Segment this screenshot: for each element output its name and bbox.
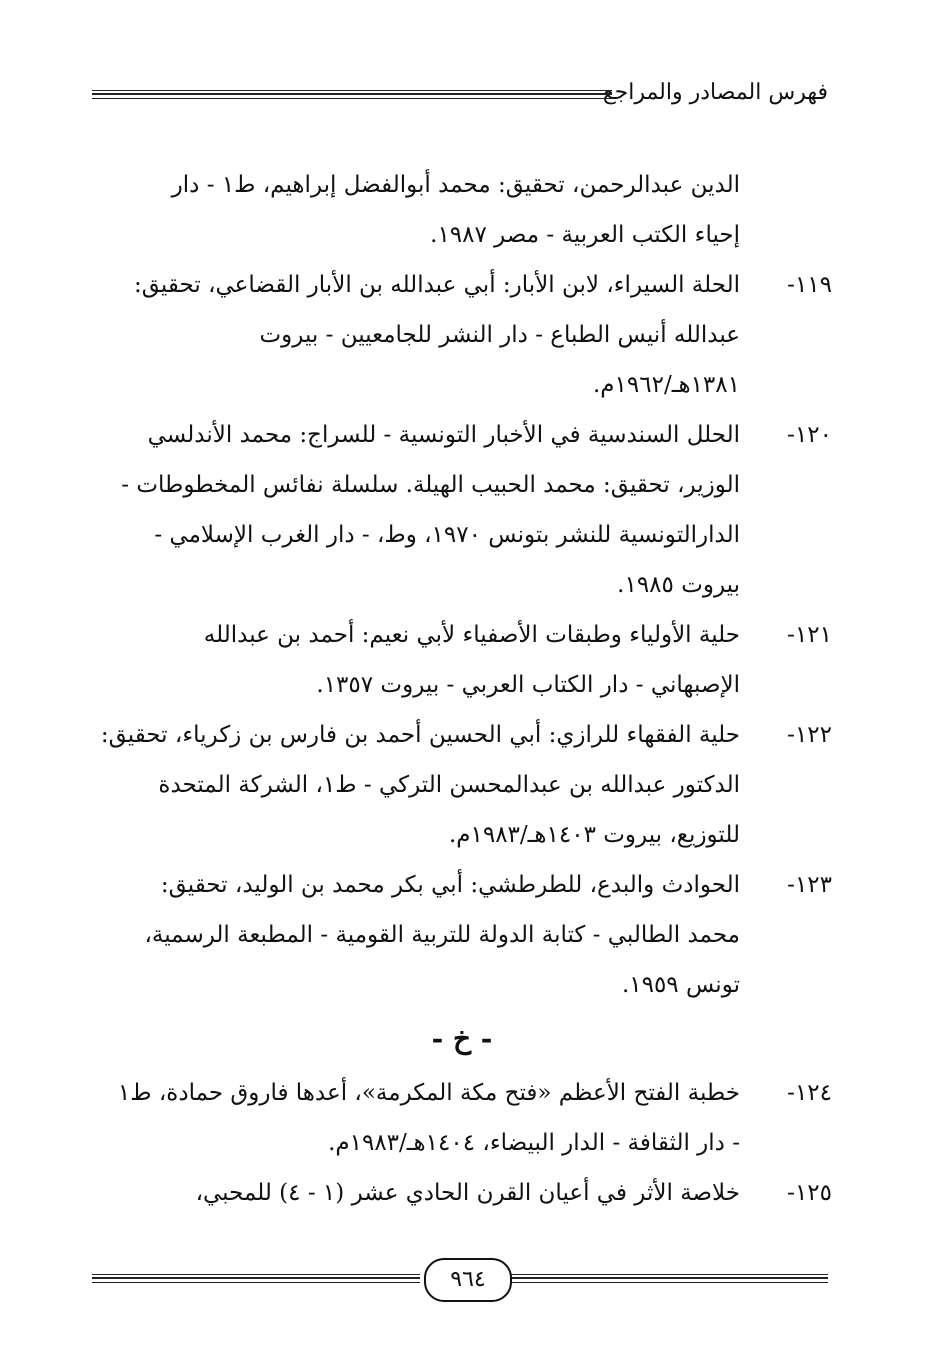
entry-line: محمد الطالبي - كتابة الدولة للتربية القومية - المطبعة الرسمية، [144,922,740,948]
bibliography-entry-122 [92,710,832,860]
section-heading-kha: - خ - [431,1022,493,1055]
bibliography-entry-125 [92,1168,832,1218]
page-footer [92,1258,828,1304]
bibliography-entry-continued [92,160,832,260]
bibliography-entry-119 [92,260,832,410]
entry-number: ١٢٠- [787,422,832,448]
entry-line: الدارالتونسية للنشر بتونس ١٩٧٠، وط، - دار الغرب الإسلامي - [154,522,740,548]
entry-line: حلية الأولياء وطبقات الأصفياء لأبي نعيم: أحمد بن عبدالله [203,622,740,648]
entry-number: ١٢٣- [787,872,832,898]
bibliography-entry-123 [92,860,832,1010]
footer-rule [92,1282,420,1283]
entry-line: خطبة الفتح الأعظم «فتح مكة المكرمة»، أعدها فاروق حمادة، ط١ [117,1080,740,1106]
page-number: ٩٦٤ [424,1258,512,1302]
entry-line: إحياء الكتب العربية - مصر ١٩٨٧. [430,222,740,248]
entry-number: ١١٩- [787,272,832,298]
bibliography-entry-124 [92,1068,832,1168]
footer-rule [510,1282,828,1283]
footer-rule [92,1274,420,1275]
entry-line: ١٣٨١هـ/١٩٦٢م. [592,372,740,398]
header-rule [92,90,612,91]
entry-line: الحوادث والبدع، للطرطشي: أبي بكر محمد بن الوليد، تحقيق: [160,872,740,898]
footer-rule [92,1277,420,1279]
header-rule [92,98,612,99]
entry-line: الإصبهاني - دار الكتاب العربي - بيروت ١٣٥٧. [316,672,740,698]
footer-rule [510,1274,828,1275]
entry-line: خلاصة الأثر في أعيان القرن الحادي عشر (١ - ٤) للمحبي، [195,1180,740,1206]
running-header [92,78,828,118]
entry-line: الحلة السيراء، لابن الأبار: أبي عبدالله بن الأبار القضاعي، تحقيق: [134,272,740,298]
entry-line: الدين عبدالرحمن، تحقيق: محمد أبوالفضل إبراهيم، ط١ - دار [171,172,740,198]
header-title: فهرس المصادر والمراجع [602,80,828,105]
entry-line: الوزير، تحقيق: محمد الحبيب الهيلة. سلسلة نفائس المخطوطات - [121,472,740,498]
bibliography-list [92,160,832,1218]
entry-line: تونس ١٩٥٩. [621,972,740,998]
bibliography-entry-120 [92,410,832,610]
bibliography-entry-121 [92,610,832,710]
entry-line: الحلل السندسية في الأخبار التونسية - للسراج: محمد الأندلسي [147,422,740,448]
entry-line: بيروت ١٩٨٥. [617,572,740,598]
entry-line: الدكتور عبدالله بن عبدالمحسن التركي - ط١، الشركة المتحدة [158,772,740,798]
entry-number: ١٢١- [787,622,832,648]
entry-line: حلية الفقهاء للرازي: أبي الحسين أحمد بن فارس بن زكرياء، تحقيق: [100,722,740,748]
entry-number: ١٢٢- [787,722,832,748]
entry-number: ١٢٥- [787,1180,832,1206]
entry-line: عبدالله أنيس الطباع - دار النشر للجامعيين - بيروت [259,322,740,348]
header-rule [92,93,612,95]
entry-line: للتوزيع، بيروت ١٤٠٣هـ/١٩٨٣م. [448,822,740,848]
entry-number: ١٢٤- [787,1080,832,1106]
footer-rule [510,1277,828,1279]
entry-line: - دار الثقافة - الدار البيضاء، ١٤٠٤هـ/١٩٨٣م. [328,1130,740,1156]
